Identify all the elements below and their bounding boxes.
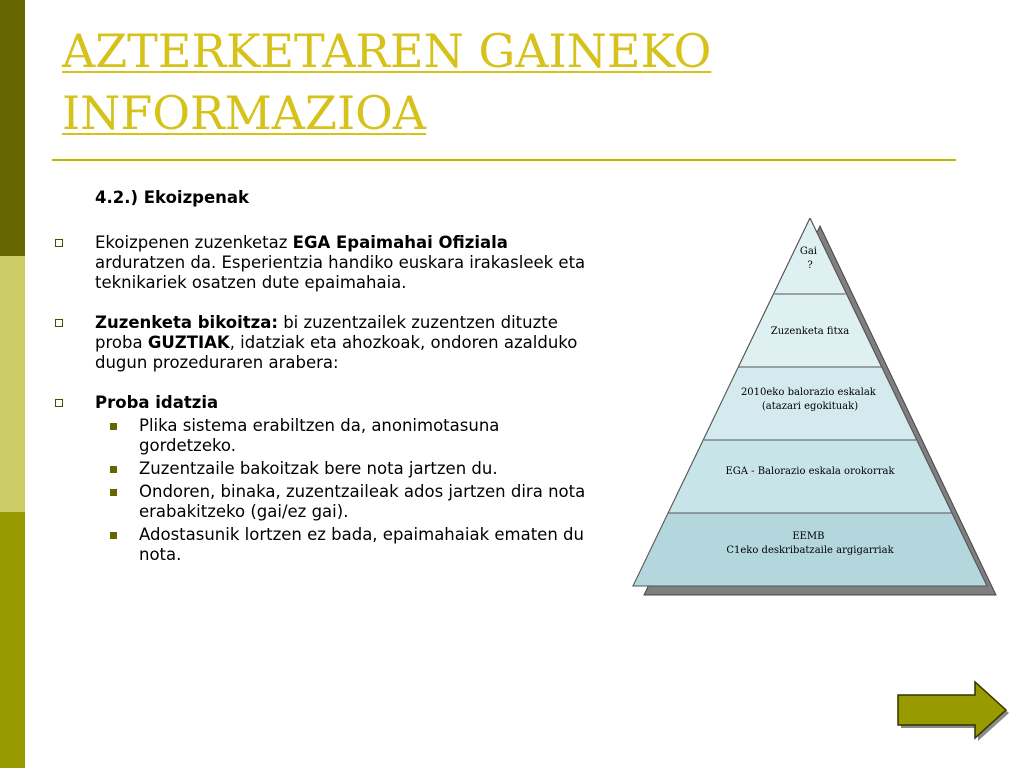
pyramid-level-1-line1: Zuzenketa fitxa (770, 326, 850, 337)
evaluation-pyramid-diagram (630, 218, 1000, 603)
sidebar-band-top (0, 0, 25, 256)
sub-list-item (95, 459, 590, 479)
pyramid-level-3-label (725, 466, 895, 477)
section-subheading: 4.2.) Ekoizpenak (95, 188, 250, 207)
filled-square-bullet-icon (110, 532, 117, 539)
bullet-jury-text-pre: Ekoizpenen zuzenketaz (95, 233, 293, 252)
bullet-written-test (55, 393, 590, 565)
title-divider (52, 159, 956, 161)
pyramid-level-4-line1: EEMB (792, 531, 825, 542)
pyramid-level-1-label (771, 326, 849, 337)
hollow-square-bullet-icon (55, 399, 63, 407)
bullet-double-correction-bold: Zuzenketa bikoitza: (95, 313, 278, 332)
hollow-square-bullet-icon (55, 239, 63, 247)
bullet-jury (55, 233, 590, 293)
sub-list-item (95, 482, 590, 522)
filled-square-bullet-icon (110, 489, 117, 496)
sub-list-item (95, 416, 590, 456)
pyramid-level-4-line2: C1eko deskribatzaile argigarriak (726, 545, 894, 556)
slide-title (62, 20, 962, 144)
arrow-right-icon[interactable] (896, 680, 1012, 742)
sidebar-band-middle (0, 256, 25, 512)
sub-list-item-text: Plika sistema erabiltzen da, anonimotasuna gordetzeko. (139, 416, 500, 455)
bullet-double-correction-mid: bi zuzentzailek zuzentzen dituzte proba (95, 313, 558, 352)
slide-title-line1: AZTERKETAREN GAINEKO (62, 24, 712, 78)
bullet-written-test-heading: Proba idatzia (95, 393, 219, 412)
bullet-double-correction-bold2: GUZTIAK (147, 333, 230, 352)
sidebar-band-bottom (0, 512, 25, 768)
filled-square-bullet-icon (110, 423, 117, 430)
written-test-sublist (95, 416, 590, 565)
slide-content (55, 188, 590, 585)
bullet-jury-text-bold: EGA Epaimahai Ofiziala (292, 233, 508, 252)
pyramid-level-0-line1: Gai (799, 246, 817, 257)
sub-list-item (95, 525, 590, 565)
filled-square-bullet-icon (110, 466, 117, 473)
bullet-double-correction (55, 313, 590, 373)
bullet-jury-text-post: arduratzen da. Esperientzia handiko euskara irakasleek eta teknikariek osatzen dute epaimahaia. (95, 253, 586, 292)
sub-list-item-text: Adostasunik lortzen ez bada, epaimahaiak ematen du nota. (139, 525, 584, 564)
pyramid-level-3-line1: EGA - Balorazio eskala orokorrak (725, 466, 895, 477)
bullet-double-correction-post: , idatziak eta ahozkoak, ondoren azalduko dugun prozeduraren arabera: (95, 333, 578, 372)
hollow-square-bullet-icon (55, 319, 63, 327)
sub-list-item-text: Zuzentzaile bakoitzak bere nota jartzen du. (139, 459, 498, 478)
pyramid-level-2-line1: 2010eko balorazio eskalak (740, 387, 876, 398)
pyramid-level-2-line2: (atazari egokituak) (761, 401, 859, 412)
slide-title-line2: INFORMAZIOA (62, 86, 427, 140)
pyramid-level-0-line2: ? (807, 260, 813, 271)
sub-list-item-text: Ondoren, binaka, zuzentzaileak ados jartzen dira nota erabakitzeko (gai/ez gai). (139, 482, 586, 521)
